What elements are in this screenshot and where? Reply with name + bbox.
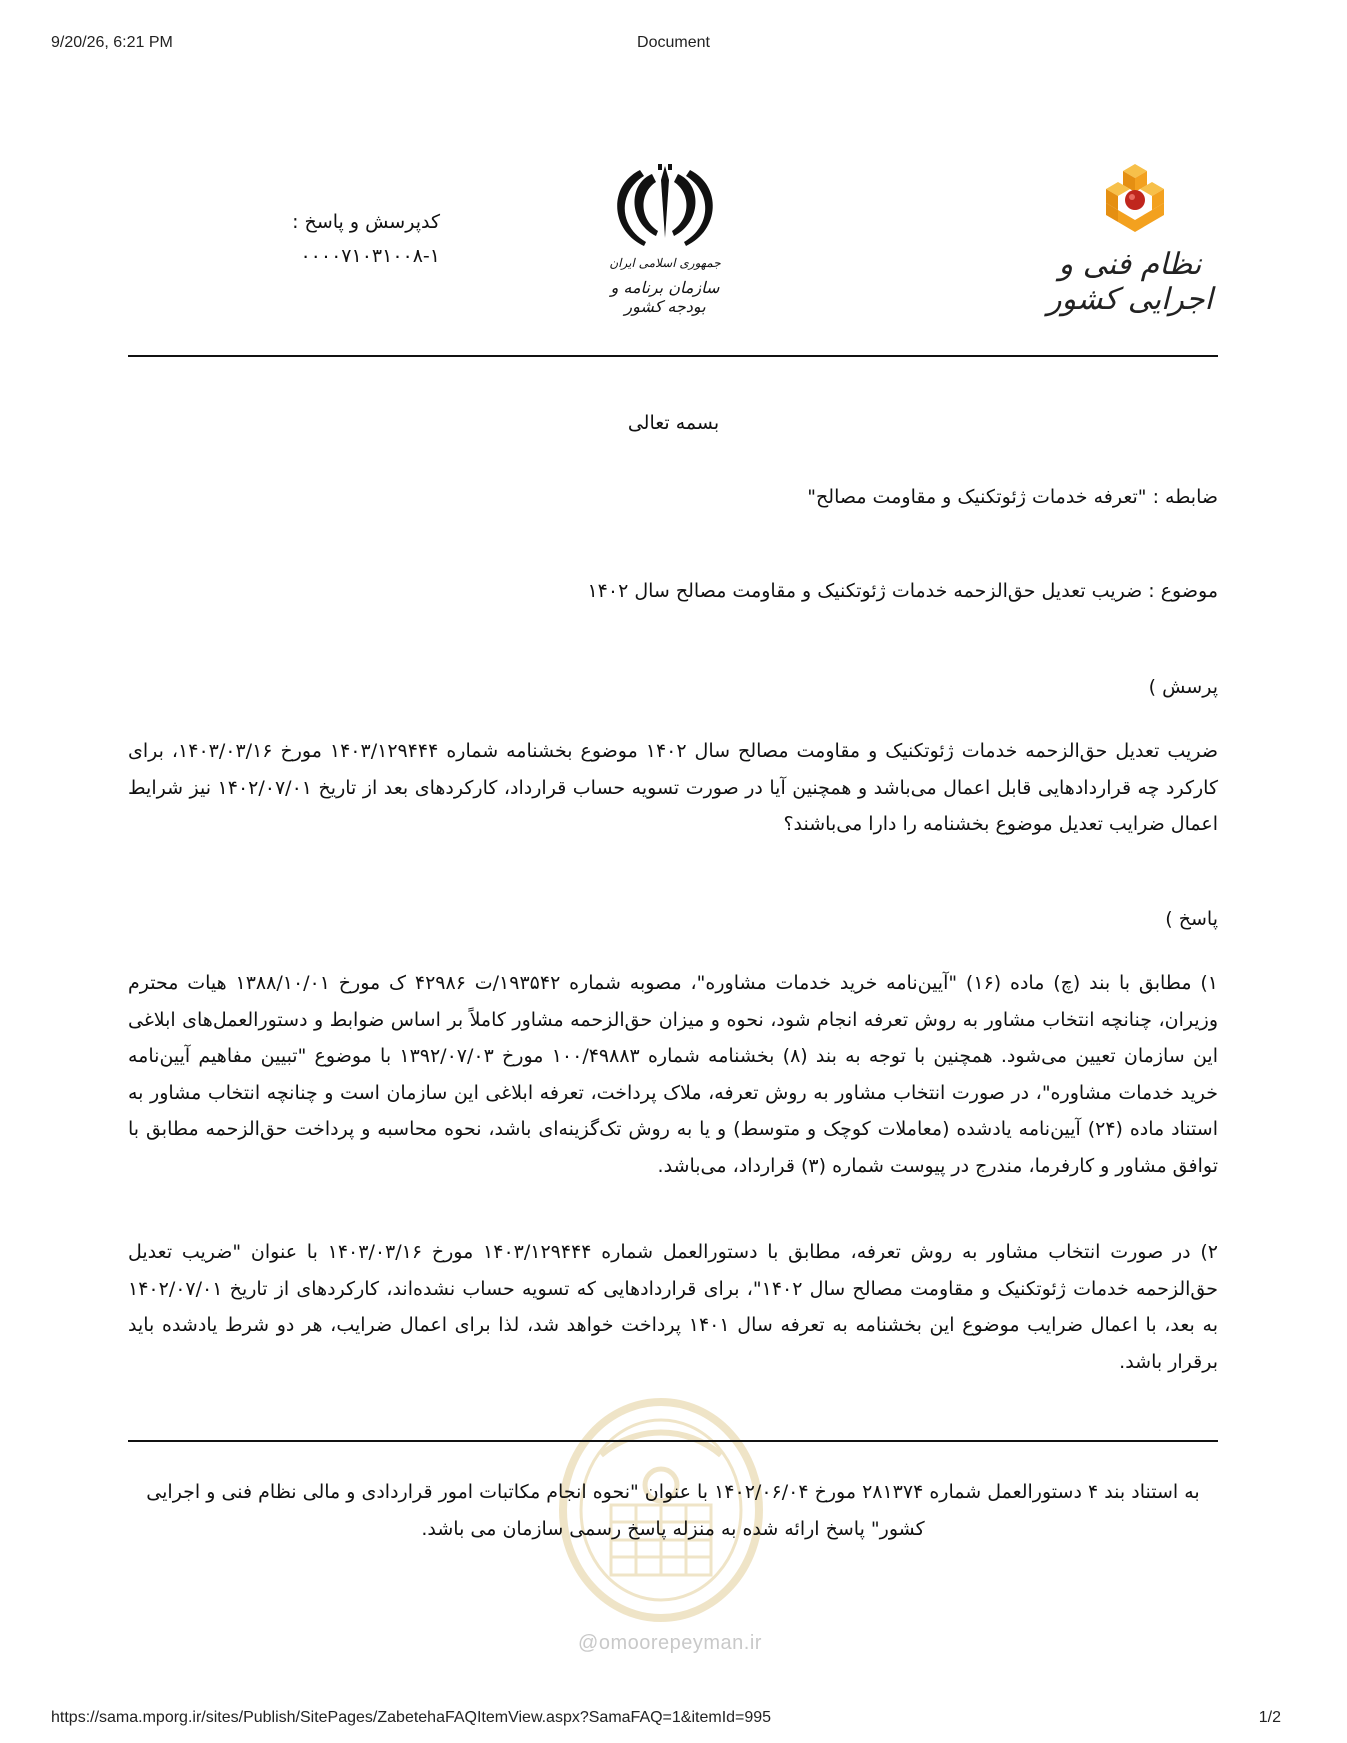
iran-emblem [600, 160, 730, 316]
answer-paragraph-2: ۲) در صورت انتخاب مشاور به روش تعرفه، مطابق با دستورالعمل شماره ۱۴۰۳/۱۲۹۴۴۴ مورخ ۱۴۰۳/۰۳/۱۶ با عنوان "ضریب تعدیل حق‌الزحمه خدمات ژئوتکنیک و مقاومت مصالح سال ۱۴۰۲"، برای قراردادهایی که تسویه حساب نشده‌اند، کارکردهای از تاریخ ۱۴۰۲/۰۷/۰۱ به بعد، با اعمال ضرایب موضوع این بخشنامه به تعرفه سال ۱۴۰۱ پرداخت خواهد شد، لذا برای اعمال ضرایب، هر دو شرط یادشده باید برقرار باشد. [128, 1241, 1219, 1373]
header-divider [128, 355, 1218, 357]
nezam-fanni-logo [1040, 162, 1220, 317]
question-text: ضریب تعدیل حق‌الزحمه خدمات ژئوتکنیک و مقاومت مصالح سال ۱۴۰۲ موضوع بخشنامه شماره ۱۴۰۳/۱۲۹۴۴۴ مورخ ۱۴۰۳/۰۳/۱۶، برای کارکرد چه قراردادهایی قابل اعمال می‌باشد و همچنین آیا در صورت تسویه حساب قرارداد، کارکردهای بعد از تاریخ ۱۴۰۲/۰۷/۰۱ نیز شرایط اعمال ضرایب تعدیل موضوع بخشنامه را دارا می‌باشند؟ [128, 740, 1218, 835]
cube-logo-icon [1100, 162, 1170, 234]
page-number: 1/2 [1258, 1709, 1281, 1726]
zabete-line: ضابطه : "تعرفه خدمات ژئوتکنیک و مقاومت مصالح" [807, 486, 1218, 508]
basmala: بسمه تعالی [627, 412, 720, 434]
watermark-caption: @omoorepeyman.ir [578, 1632, 762, 1654]
subject-line: موضوع : ضریب تعدیل حق‌الزحمه خدمات ژئوتکنیک و مقاومت مصالح سال ۱۴۰۲ [587, 580, 1218, 602]
print-header [0, 34, 1347, 58]
answer-paragraph-1: ۱) مطابق با بند (چ) ماده (۱۶) "آیین‌نامه خرید خدمات مشاوره"، مصوبه شماره ۱۹۳۵۴۲/ت ۴۲۹۸۶ ک مورخ ۱۳۸۸/۱۰/۰۱ هیات محترم وزیران، چنانچه انتخاب مشاور به روش تعرفه انجام شود، نحوه و میزان حق‌الزحمه مشاور کاملاً بر اساس ضوابط و دستورالعمل‌های ابلاغی این سازمان تعیین می‌شود. همچنین با توجه به بند (۸) بخشنامه شماره ۱۰۰/۴۹۸۸۳ مورخ ۱۳۹۲/۰۷/۰۳ با موضوع "تبیین مفاهیم آیین‌نامه خرید خدمات مشاوره"، در صورت انتخاب مشاور به روش تعرفه، ملاک پرداخت، تعرفه ابلاغی این سازمان است و چنانچه انتخاب مشاور به استناد ماده (۲۴) آیین‌نامه یادشده (معاملات کوچک و متوسط) و یا به روش تک‌گزینه‌ای باشد، نحوه محاسبه و پرداخت حق‌الزحمه مطابق با توافق مشاور و کارفرما، مندرج در پیوست شماره (۳) قرارداد، می‌باشد. [128, 972, 1219, 1177]
print-timestamp: 9/20/26, 6:21 PM [51, 34, 173, 51]
footer-note: به استناد بند ۴ دستورالعمل شماره ۲۸۱۳۷۴ مورخ ۱۴۰۲/۰۶/۰۴ با عنوان "نحوه انجام مکاتبات امور قراردادی و مالی نظام فنی و اجرایی کشور" پاسخ ارائه شده به منزله پاسخ رسمی سازمان می باشد. [146, 1481, 1200, 1540]
print-footer [0, 1709, 1347, 1733]
footer-divider [128, 1440, 1218, 1442]
question-heading: پرسش ) [1148, 676, 1218, 698]
emblem-icon [600, 160, 730, 252]
emblem-line-2: سازمان برنامه و بودجه کشور [610, 278, 720, 316]
qa-code-block [250, 205, 440, 273]
print-document-title: Document [637, 34, 710, 51]
nezam-fanni-caption: نظام فنی و اجرایی کشور [1047, 247, 1213, 317]
qa-code-label: کدپرسش و پاسخ : [292, 211, 440, 233]
print-url[interactable]: https://sama.mporg.ir/sites/Publish/SitePages/ZabetehaFAQItemView.aspx?SamaFAQ=1&itemId=995 [51, 1709, 772, 1726]
qa-code-value: ۰۰۰۰۷۱۰۳۱۰۰۸-۱ [300, 245, 440, 267]
emblem-line-1: جمهوری اسلامی ایران [609, 256, 721, 270]
answer-heading: پاسخ ) [1165, 908, 1218, 930]
